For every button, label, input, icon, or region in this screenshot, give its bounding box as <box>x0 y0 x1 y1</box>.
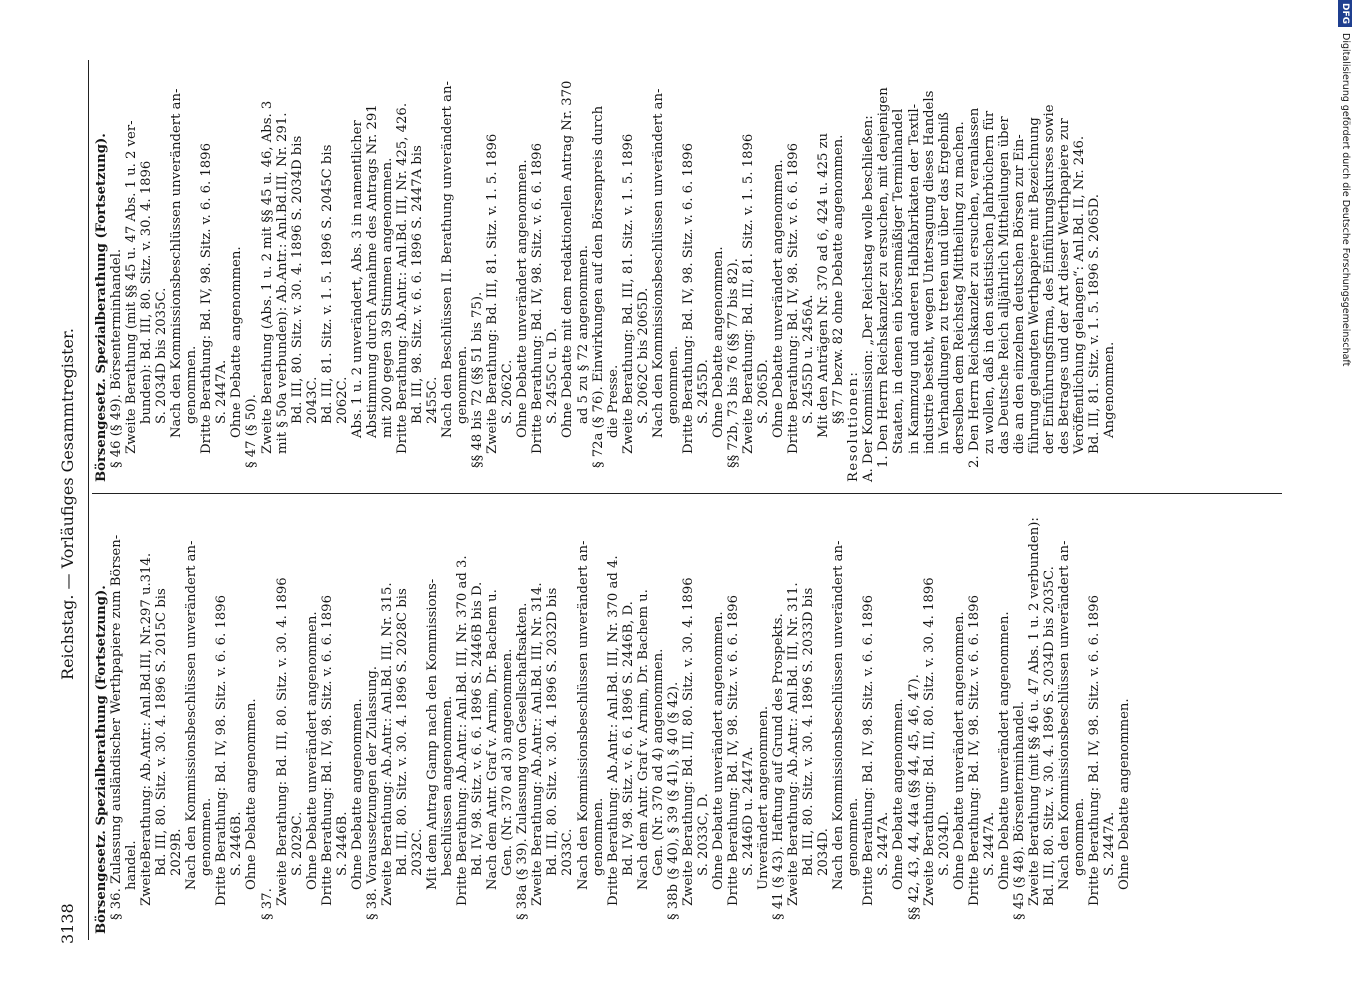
text-line: beschlüssen angenommen. <box>440 695 456 876</box>
text-line: Mit den Anträgen Nr. 370 ad 6, 424 u. 425 zu <box>816 132 832 438</box>
text-line: Bd. III, 98. Sitz. v. 6. 6. 1896 S. 2447A bis <box>409 145 425 424</box>
text-line: Zweite Berathung: Ab.Antr.: Anl.Bd. III, Nr. 311. <box>786 582 802 906</box>
text-line: Bd. IV, 98. Sitz. v. 6. 6. 1896 S. 2446B bis D. <box>470 581 486 876</box>
text-line: Zweite Berathung: Bd. III, 81. Sitz. v. 1. 5. 1896 <box>620 133 636 454</box>
text-line: Dritte Berathung: Bd. IV, 98. Sitz. v. 6. 6. 1896 <box>530 143 546 454</box>
entry-heading: §§ 42, 43, 44, 44a (§§ 44, 45, 46, 47). <box>906 674 922 920</box>
text-line: Dritte Berathung: Bd. IV, 98. Sitz. v. 6. 6. 1896 <box>680 143 696 454</box>
entry-heading: § 72a (§ 76). Einwirkungen auf den Börsenpreis durch <box>590 105 606 468</box>
text-line: S. 2455D. <box>695 359 711 424</box>
text-line: Gen. (Nr. 370 ad 3) angenommen. <box>500 648 516 876</box>
text-line: Dritte Berathung: Bd. IV, 98. Sitz. v. 6. 6. 1896 <box>861 595 877 906</box>
text-line: Dritte Berathung: Bd. IV, 98. Sitz. v. 6. 6. 1896 <box>319 595 335 906</box>
entry-heading: § 37. <box>259 888 275 920</box>
text-line: §§ 77 bezw. 82 ohne Debatte angenommen. <box>831 134 847 424</box>
column-divider <box>92 493 1282 494</box>
right-column <box>94 50 1294 482</box>
text-line: genommen. <box>1072 797 1088 876</box>
text-line: Zweite Berathung: Bd. III, 80. Sitz. v. 30. 4. 1896 <box>274 577 290 906</box>
text-line: S. 2447A. <box>981 811 997 876</box>
text-line: Dritte Berathung: Bd. IV, 98. Sitz. v. 6. 6. 1896 <box>214 595 230 906</box>
text-line: Dritte Berathung: Bd. IV, 98. Sitz. v. 6. 6. 1896 <box>966 595 982 906</box>
text-line: genommen. <box>199 797 215 876</box>
text-line: Ohne Debatte mit dem redaktionellen Antrag Nr. 370 <box>560 80 576 438</box>
text-line: S. 2446B. <box>229 811 245 876</box>
text-line: Bd. III, 81. Sitz. v. 1. 5. 1896 S. 2045C bis <box>319 144 335 424</box>
entry-heading: § 38. Voraussetzungen der Zulassung. <box>364 666 380 920</box>
entry-heading: § 38b (§ 40), § 39 (§ 41), § 40 (§ 42). <box>665 681 681 920</box>
digitization-strip <box>1338 0 1353 1000</box>
text-line: Nach dem Antr. Graf v. Arnim, Dr. Bachem u. <box>635 589 651 890</box>
text-line: genommen. <box>455 345 471 424</box>
entry-heading: §§ 48 bis 72 (§§ 51 bis 75). <box>470 291 486 468</box>
text-line: Mit dem Antrag Gamp nach den Kommissions- <box>425 578 441 890</box>
text-line: Ohne Debatte angenommen. <box>891 698 907 890</box>
text-line: Dritte Berathung: Ab.Antr.: Anl.Bd. III, Nr. 370 ad 4. <box>605 555 621 906</box>
header-rule <box>88 60 89 940</box>
text-line: Zweite Berathung (mit §§ 45 u. 47 Abs. 1 u. 2 ver- <box>124 120 140 454</box>
text-line: Dritte Berathung: Bd. IV, 98. Sitz. v. 6. 6. 1896 <box>1087 595 1103 906</box>
text-line: Bd. III, 80. Sitz. v. 30. 4. 1896 S. 2034D bis 2035C. <box>1041 566 1057 906</box>
text-line: Zweite Berathung: Bd. III, 81. Sitz. v. 1. 5. 1896 <box>485 133 501 454</box>
running-title: Reichstag. — Vorläufiges Gesammtregister. <box>58 328 77 680</box>
resolution-line: des Betrages und der Art dieser Werthpapiere zur <box>1057 118 1072 454</box>
resolution-line: 2. Den Herrn Reichskanzler zu ersuchen, veranlassen <box>966 107 982 468</box>
text-line: 2029B. <box>169 828 185 876</box>
section-heading: Börsengesetz. Spezialberathung (Fortsetzung). <box>94 585 109 934</box>
text-line: Nach den Beschlüssen II. Berathung unverändert an- <box>440 81 456 438</box>
page-header <box>56 64 80 944</box>
text-line: Ohne Debatte angenommen. <box>229 246 245 438</box>
text-line: die Presse. <box>605 364 621 438</box>
entry-heading: § 41 (§ 43). Haftung auf Grund des Prospekts. <box>771 613 787 920</box>
text-line: S. 2062C. <box>500 359 516 424</box>
text-line: 2032C. <box>409 828 425 876</box>
text-line: Dritte Berathung: Ab.Antr.: Anl.Bd. III, Nr. 425, 426. <box>394 102 410 454</box>
text-line: Dritte Berathung: Bd. IV, 98. Sitz. v. 6. 6. 1896 <box>786 143 802 454</box>
text-line: 2455C. <box>425 376 441 424</box>
resolution-line: in Verhandlungen zu treten und über das Ergebniß <box>936 112 952 454</box>
text-line: Zweite Berathung: Ab.Antr.: Anl.Bd. III, Nr. 315. <box>379 582 395 906</box>
text-line: Bd. III, 80. Sitz. v. 30. 4. 1896 S. 2015C bis <box>154 588 170 876</box>
text-line: handel. <box>124 840 140 890</box>
text-line: S. 2446B. <box>334 811 350 876</box>
text-line: S. 2034D bis 2035C. <box>154 287 170 424</box>
text-line: genommen. <box>590 797 606 876</box>
text-line: S. 2447A. <box>214 359 230 424</box>
text-line: S. 2447A. <box>1102 811 1118 876</box>
text-line: Ohne Debatte unverändert angenommen. <box>515 159 531 438</box>
text-line: 2062C. <box>334 376 350 424</box>
text-line: Nach den Kommissionsbeschlüssen unverändert an- <box>831 540 847 890</box>
entry-heading: § 45 (§ 48). Börsenterminhandel. <box>1011 700 1027 920</box>
text-line: S. 2065D. <box>756 359 772 424</box>
text-line: Zweite Berathung: Ab.Antr.: Anl.Bd. III, Nr. 314. <box>530 582 546 906</box>
resolutions-heading: Resolutionen: <box>846 370 862 482</box>
entry-heading: §§ 72b, 73 bis 76 (§§ 77 bis 82). <box>725 258 741 468</box>
text-line: Bd. III, 80. Sitz. v. 30. 4. 1896 S. 2033D bis <box>801 587 817 876</box>
resolution-line: der Einführungsfirma, des Einführungskurses sowie <box>1041 104 1057 454</box>
entry-heading: § 46 (§ 49). Börsenterminhandel. <box>109 248 125 468</box>
resolution-line: Bd. III, 81. Sitz. v. 1. 5. 1896 S. 2065D. <box>1087 194 1103 454</box>
resolution-line: derselben dem Reichstag Mittheilung zu machen. <box>951 121 967 454</box>
text-line: S. 2029C. <box>289 811 305 876</box>
resolution-line: A. Der Kommission: „Der Reichstag wolle beschließen: <box>861 115 877 482</box>
resolution-line: die an den einzelnen deutschen Börsen zur Ein- <box>1011 134 1027 454</box>
text-line: S. 2446D u. 2447A. <box>741 746 757 876</box>
entry-heading: § 38a (§ 39). Zulassung von Gesellschaftsakten. <box>515 602 531 920</box>
text-line: Ohne Debatte angenommen. <box>349 698 365 890</box>
text-line: Ohne Debatte unverändert angenommen. <box>710 611 726 890</box>
text-line: Gen. (Nr. 370 ad 4) angenommen. <box>650 648 666 876</box>
text-line: ZweiteBerathung: Ab.Antr.: Anl.Bd.III, Nr.297 u.314. <box>139 552 155 906</box>
text-line: Nach den Kommissionsbeschlüssen unverändert an- <box>575 540 591 890</box>
text-line: ad 5 zu § 72 angenommen. <box>575 244 591 424</box>
text-line: Zweite Berathung: Bd. III, 81. Sitz. v. 1. 5. 1896 <box>741 133 757 454</box>
digitization-text: Digitalisierung gefördert durch die Deutsche Forschungsgemeinschaft <box>1340 33 1351 367</box>
page-number: 3138 <box>58 903 77 944</box>
text-line: Bd. IV, 98. Sitz. v. 6. 6. 1896 S. 2446B, D. <box>620 601 636 876</box>
text-line: S. 2034D. <box>936 811 952 876</box>
text-line: Nach den Kommissionsbeschlüssen unverändert an- <box>1057 540 1072 890</box>
text-line: 2043C. <box>304 376 320 424</box>
text-line: Nach den Kommissionsbeschlüssen unverändert an- <box>184 540 200 890</box>
text-line: Bd. III, 80. Sitz. v. 30. 4. 1896 S. 2032D bis <box>545 587 561 876</box>
resolution-line: Staaten, in denen ein börsenmäßiger Terminhandel <box>891 108 907 454</box>
text-line: 2034D. <box>816 828 832 876</box>
text-line: Ohne Debatte unverändert angenommen. <box>304 611 320 890</box>
text-line: Zweite Berathung (Abs. 1 u. 2 mit §§ 45 u. 46, Abs. 3 <box>259 100 275 454</box>
resolution-line: führung gelangten Werthpapiere mit Bezeichnung <box>1026 117 1042 454</box>
text-line: mit § 50a verbunden): Ab.Antr.: Anl.Bd.III, Nr. 291. <box>274 112 290 454</box>
text-line: Ohne Debatte unverändert angenommen. <box>951 611 967 890</box>
text-line: 2033C. <box>560 828 576 876</box>
resolution-line: industrie besteht, wegen Untersagung dieses Handels <box>921 90 937 454</box>
text-line: Nach den Kommissionsbeschlüssen unverändert an- <box>169 88 185 438</box>
text-line: Ohne Debatte unverändert angenommen. <box>771 159 787 438</box>
resolution-line: 1. Den Herrn Reichskanzler zu ersuchen, mit denjenigen <box>876 87 892 468</box>
text-line: Abs. 1 u. 2 unverändert, Abs. 3 in namentlicher <box>349 120 365 438</box>
text-line: Ohne Debatte angenommen. <box>244 698 260 890</box>
digitization-note <box>1338 0 1352 1000</box>
section-heading: Börsengesetz. Spezialberathung (Fortsetzung). <box>94 133 109 482</box>
text-line: Bd. III, 80. Sitz. v. 30. 4. 1896 S. 2028C bis <box>394 588 410 876</box>
resolution-line: Angenommen. <box>1102 341 1118 438</box>
text-line: Dritte Berathung: Bd. IV, 98. Sitz. v. 6. 6. 1896 <box>725 595 741 906</box>
text-line: bunden): Bd. III, 80. Sitz. v. 30. 4. 1896 <box>139 160 155 424</box>
text-line: genommen. <box>184 345 200 424</box>
text-line: Zweite Berathung: Bd. III, 80. Sitz. v. 30. 4. 1896 <box>680 577 696 906</box>
text-line: Abstimmung durch Annahme des Antrags Nr. 291 <box>364 104 380 438</box>
text-line: Nach dem Antr. Graf v. Arnim, Dr. Bachem u. <box>485 589 501 890</box>
text-line: genommen. <box>846 797 862 876</box>
entry-heading: § 36. Zulassung ausländischer Werthpapiere zum Börsen- <box>109 534 125 920</box>
text-line: S. 2447A. <box>876 811 892 876</box>
text-line: mit 200 gegen 39 Stimmen angenommen. <box>379 157 395 438</box>
resolution-line: in Kammzug und anderen Halbfabrikaten der Textil- <box>906 103 922 454</box>
text-line: S. 2455D u. 2456A. <box>801 294 817 424</box>
text-line: Unverändert angenommen. <box>756 705 772 890</box>
text-line: genommen. <box>665 345 681 424</box>
text-line: Ohne Debatte unverändert angenommen. <box>996 611 1012 890</box>
text-line: Ohne Debatte angenommen. <box>710 246 726 438</box>
dfg-logo: DFG <box>1338 0 1352 27</box>
text-line: Bd. III, 80. Sitz. v. 30. 4. 1896 S. 2034D bis <box>289 135 305 424</box>
text-line: Dritte Berathung: Ab.Antr.: Anl.Bd. III, Nr. 370 ad 3. <box>455 555 471 906</box>
resolution-line: zu wollen, daß in den statistischen Jahrbüchern für <box>981 110 997 454</box>
text-line: Zweite Berathung: Bd. III, 80. Sitz. v. 30. 4. 1896 <box>921 577 937 906</box>
entry-heading: § 47 (§ 50). <box>244 394 260 468</box>
text-line: Dritte Berathung: Bd. IV, 98. Sitz. v. 6. 6. 1896 <box>199 143 215 454</box>
resolution-line: das Deutsche Reich alljährlich Mittheilungen über <box>996 116 1012 454</box>
text-line: Nach den Kommissionsbeschlüssen unverändert an- <box>650 88 666 438</box>
text-line: Ohne Debatte angenommen. <box>1117 698 1133 890</box>
left-column <box>94 502 1294 934</box>
text-line: Zweite Berathung (mit §§ 46 u. 47 Abs. 1 u. 2 verbunden): <box>1026 517 1042 906</box>
text-line: S. 2062C bis 2065D. <box>635 287 651 424</box>
text-line: S. 2033C, D. <box>695 793 711 876</box>
resolution-line: Veröffentlichung gelangen“: Anl.Bd. II, Nr. 246. <box>1072 135 1088 454</box>
text-line: S. 2455C u. D. <box>545 328 561 424</box>
